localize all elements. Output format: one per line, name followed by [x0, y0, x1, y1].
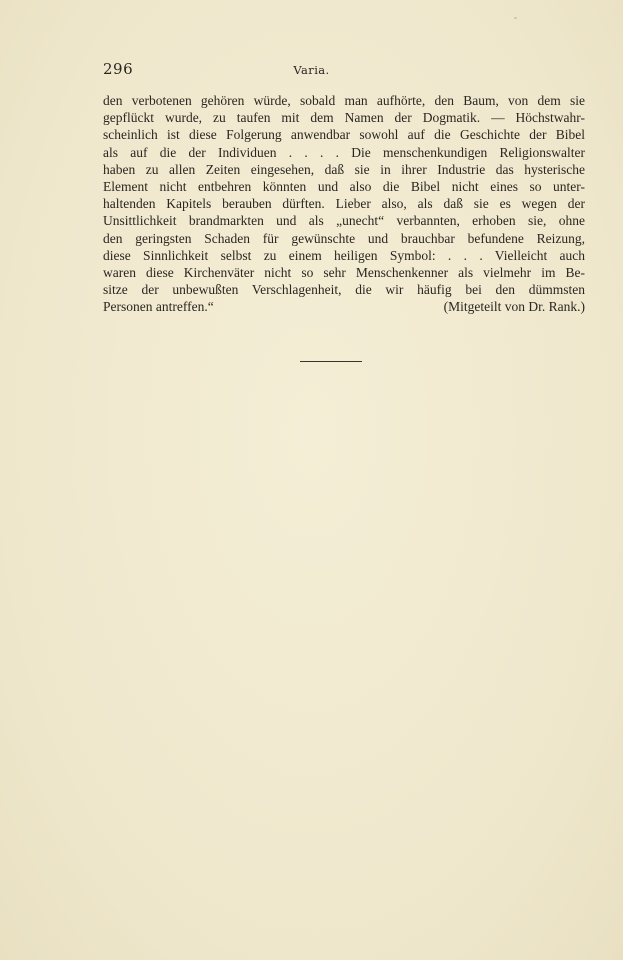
body-paragraph: [103, 92, 585, 316]
text-line: Element nicht entbehren könnten und also die Bibel nicht eines so unter-: [103, 179, 585, 195]
text-line: haltenden Kapitels berauben dürften. Lieber also, als daß sie es wegen der: [103, 196, 585, 212]
text-line: haben zu allen Zeiten eingesehen, daß sie in ihrer Industrie das hysterische: [103, 161, 585, 177]
text-line: den verbotenen gehören würde, sobald man aufhörte, den Baum, von dem sie: [103, 93, 585, 108]
text-line: scheinlich ist diese Folgerung anwendbar sowohl auf die Geschichte der Bibel: [103, 127, 585, 143]
section-divider: [300, 361, 362, 362]
closing-text: Personen antreffen.“: [103, 299, 214, 315]
text-line: den geringsten Schaden für gewünschte und brauchbar befundene Reizung,: [103, 230, 585, 246]
running-head: Varia.: [293, 63, 330, 77]
text-line: waren diese Kirchenväter nicht so sehr Menschenkenner als vielmehr im Be-: [103, 265, 585, 281]
paper-speck: [514, 17, 517, 19]
page-number: 296: [103, 60, 134, 78]
text-line: sitze der unbewußten Verschlagenheit, die wir häufig bei den dümmsten: [103, 282, 585, 298]
text-line: als auf die der Individuen . . . . Die menschenkundigen Religionswalter: [103, 144, 585, 160]
closing-line: [103, 298, 585, 315]
text-line: gepflückt wurde, zu taufen mit dem Namen der Dogmatik. — Höchstwahr-: [103, 110, 585, 126]
text-line: Unsittlichkeit brandmarkten und als „unecht“ verbannten, erhoben sie, ohne: [103, 213, 585, 229]
text-line: diese Sinnlichkeit selbst zu einem heiligen Symbol: . . . Vielleicht auch: [103, 247, 585, 263]
attribution: (Mitgeteilt von Dr. Rank.): [443, 299, 585, 315]
